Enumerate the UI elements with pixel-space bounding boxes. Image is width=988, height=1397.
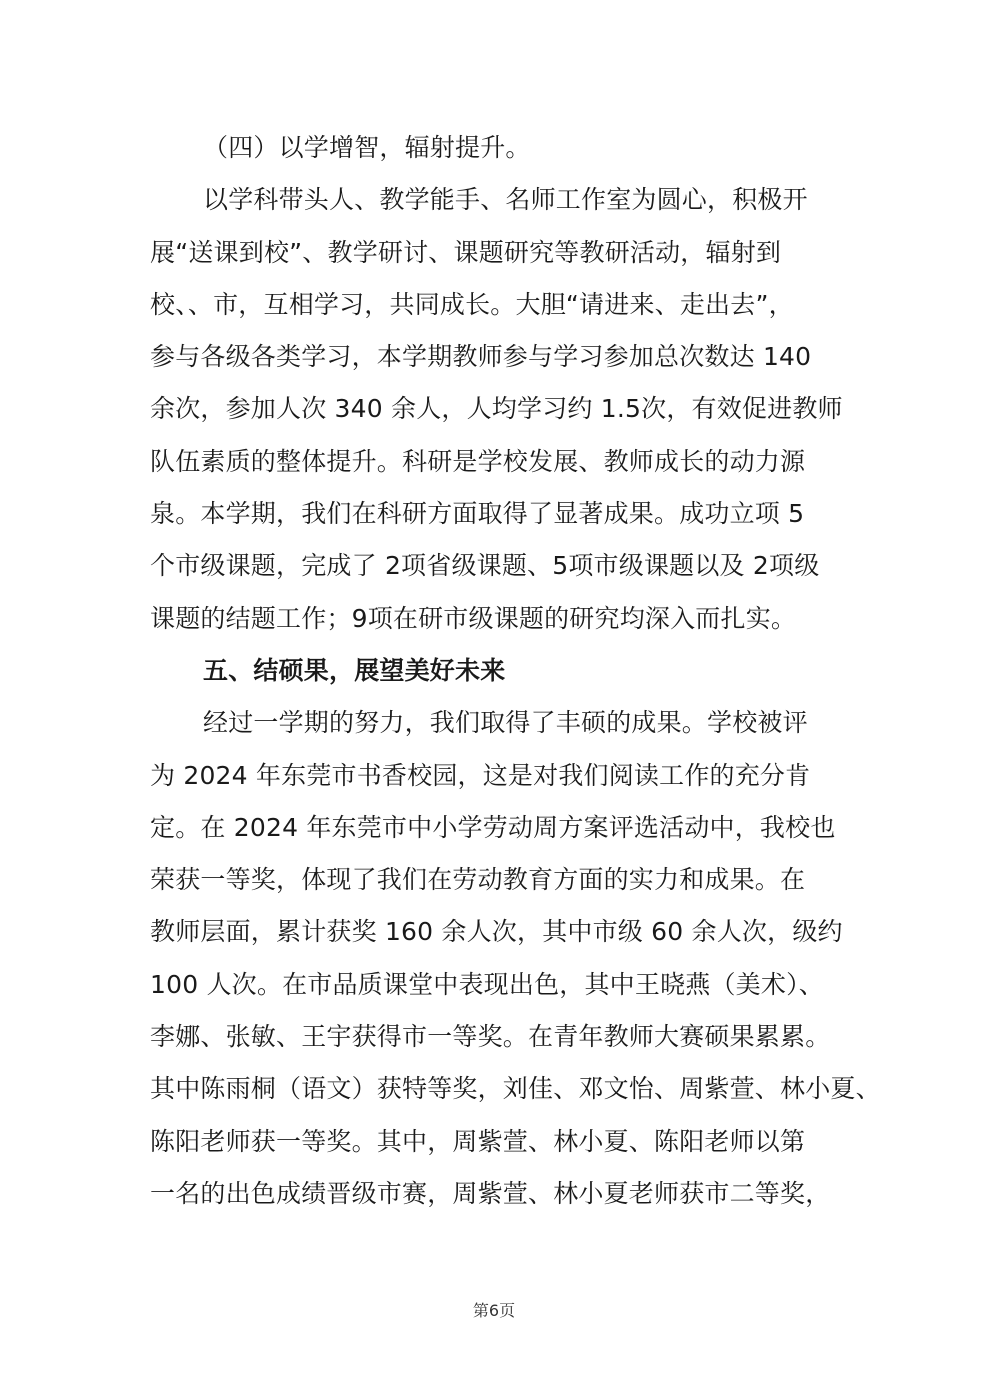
- paragraph-line: 为 2024 年东莞市书香校园，这是对我们阅读工作的充分肯: [150, 760, 811, 790]
- paragraph-line: 以学科带头人、教学能手、名师工作室为圆心，积极开: [203, 185, 808, 215]
- paragraph-line: 李娜、张敏、王宇获得市一等奖。在青年教师大赛硕果累累。: [150, 1022, 831, 1052]
- paragraph-line: 泉。本学期，我们在科研方面取得了显著成果。成功立项 5: [150, 499, 805, 529]
- subsection-heading: （四）以学增智，辐射提升。: [203, 133, 531, 162]
- section-heading: 五、结硕果，展望美好未来: [203, 655, 506, 685]
- paragraph-line: 校、、市，互相学习，共同成长。大胆“请进来、走出去”，: [150, 289, 794, 319]
- paragraph-line: 参与各级各类学习，本学期教师参与学习参加总次数达 140: [150, 342, 812, 372]
- paragraph-line: 余次，参加人次 340 余人，人均学习约 1.5次，有效促进教师: [150, 394, 843, 424]
- page-number: 第6页: [472, 1301, 516, 1320]
- paragraph-line: 经过一学期的努力，我们取得了丰硕的成果。学校被评: [203, 708, 808, 738]
- paragraph-line: 教师层面，累计获奖 160 余人次，其中市级 60 余人次，级约: [150, 917, 843, 947]
- paragraph-line: 个市级课题，完成了 2项省级课题、5项市级课题以及 2项级: [150, 551, 820, 581]
- paragraph-line: 队伍素质的整体提升。科研是学校发展、教师成长的动力源: [150, 446, 806, 476]
- paragraph-line: 一名的出色成绩晋级市赛，周紫萱、林小夏老师获市二等奖，: [150, 1178, 831, 1208]
- paragraph-line: 定。在 2024 年东莞市中小学劳动周方案评选活动中，我校也: [150, 812, 836, 842]
- paragraph-line: 课题的结题工作；9项在研市级课题的研究均深入而扎实。: [150, 603, 797, 633]
- paragraph-line: 展“送课到校”、教学研讨、课题研究等教研活动，辐射到: [150, 237, 782, 267]
- paragraph-line: 陈阳老师获一等奖。其中，周紫萱、林小夏、陈阳老师以第: [150, 1126, 806, 1156]
- document-body: [150, 122, 881, 1220]
- paragraph-line: 荣获一等奖，体现了我们在劳动教育方面的实力和成果。在: [150, 865, 806, 895]
- paragraph-line: 100 人次。在市品质课堂中表现出色，其中王晓燕（美术）、: [150, 969, 824, 999]
- paragraph-line: 其中陈雨桐（语文）获特等奖，刘佳、邓文怡、周紫萱、林小夏、: [150, 1074, 881, 1104]
